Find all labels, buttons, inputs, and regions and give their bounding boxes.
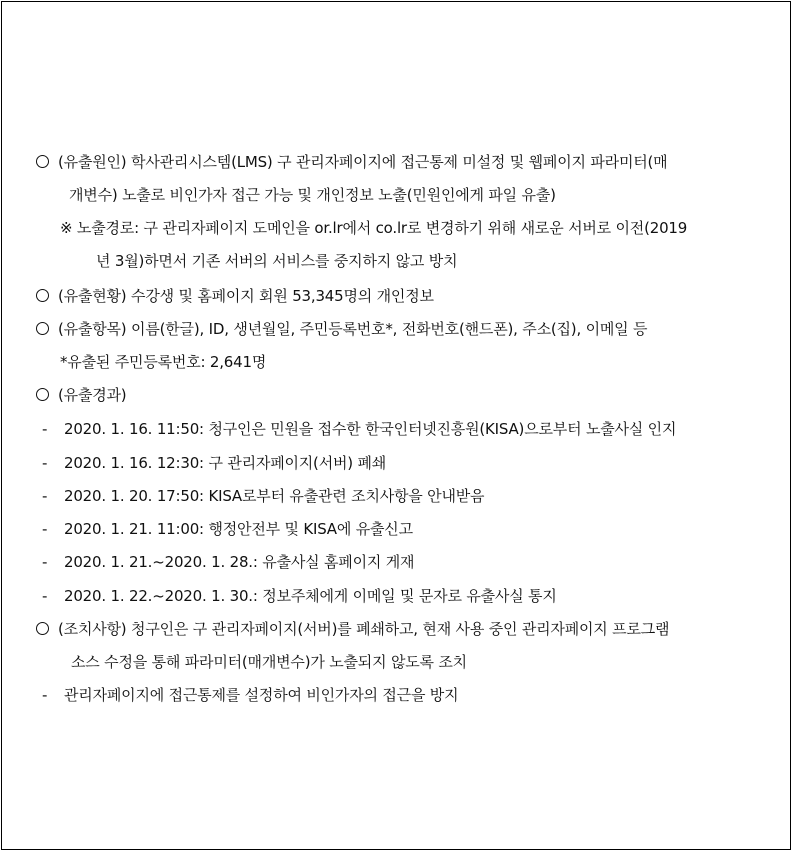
timeline-item: - 2020. 1. 21. 11:00: 행정안전부 및 KISA에 유출신고 [42, 520, 413, 538]
circle-bullet-icon [36, 388, 49, 401]
para-timeline-heading: (유출경과) [36, 385, 126, 405]
timeline-item: - 2020. 1. 16. 12:30: 구 관리자페이지(서버) 폐쇄 [42, 454, 387, 472]
para-items-line2: *유출된 주민등록번호: 2,641명 [60, 353, 267, 371]
para-cause-line1: (유출원인) 학사관리시스템(LMS) 구 관리자페이지에 접근통제 미설정 및 웹페이지 파라미터(매 [36, 152, 667, 172]
para-cause-line2: 개변수) 노출로 비인가자 접근 가능 및 개인정보 노출(민원인에게 파일 유출) [69, 186, 556, 204]
action-sub-item: - 관리자페이지에 접근통제를 설정하여 비인가자의 접근을 방지 [42, 686, 459, 704]
note-route-line1: ※ 노출경로: 구 관리자페이지 도메인을 or.lr에서 co.lr로 변경하기 위해 새로운 서버로 이전(2019 [60, 219, 688, 237]
para-items-line1: (유출항목) 이름(한글), ID, 생년월일, 주민등록번호*, 전화번호(핸드폰), 주소(집), 이메일 등 [36, 319, 647, 339]
circle-bullet-icon [36, 622, 49, 635]
timeline-item: - 2020. 1. 21.~2020. 1. 28.: 유출사실 홈페이지 게재 [42, 553, 415, 571]
circle-bullet-icon [36, 289, 49, 302]
circle-bullet-icon [36, 155, 49, 168]
document-frame [1, 1, 791, 850]
circle-bullet-icon [36, 322, 49, 335]
para-status: (유출현황) 수강생 및 홈페이지 회원 53,345명의 개인정보 [36, 286, 434, 306]
note-route-line2: 년 3월)하면서 기존 서버의 서비스를 중지하지 않고 방치 [96, 252, 458, 270]
para-action-line2: 소스 수정을 통해 파라미터(매개변수)가 노출되지 않도록 조치 [71, 653, 467, 671]
timeline-item: - 2020. 1. 22.~2020. 1. 30.: 정보주체에게 이메일 및 문자로 유출사실 통지 [42, 587, 557, 605]
timeline-item: - 2020. 1. 20. 17:50: KISA로부터 유출관련 조치사항을 안내받음 [42, 487, 485, 505]
timeline-item: - 2020. 1. 16. 11:50: 청구인은 민원을 접수한 한국인터넷진흥원(KISA)으로부터 노출사실 인지 [42, 420, 677, 438]
para-action-line1: (조치사항) 청구인은 구 관리자페이지(서버)를 폐쇄하고, 현재 사용 중인 관리자페이지 프로그램 [36, 619, 669, 639]
